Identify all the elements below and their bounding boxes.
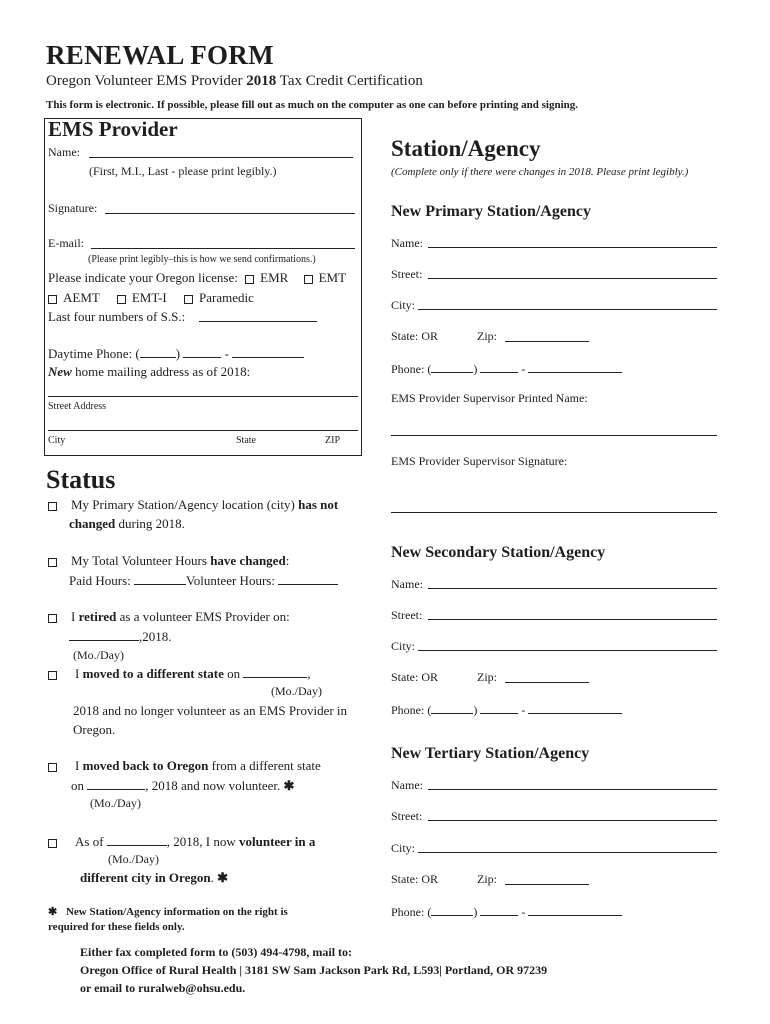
secondary-phone-number[interactable] [528,701,622,714]
primary-phone-sep1: ) [473,362,478,376]
paid-hours-label: Paid Hours: [69,573,131,588]
tertiary-phone-sep2: - [521,905,526,919]
license-emr-checkbox[interactable] [245,275,254,284]
status-item-4-hint: (Mo./Day) [271,684,322,698]
status-item-6-different-city: different city in Oregon [80,870,211,885]
daytime-phone-prefix[interactable] [183,345,221,358]
moved-state-date-field[interactable] [243,665,307,678]
license-emt-i-checkbox[interactable] [117,295,126,304]
primary-station-title: New Primary Station/Agency [391,203,591,220]
status-not-changed-checkbox[interactable] [48,502,57,511]
provider-name-hint: (First, M.I., Last - please print legibly.) [89,164,277,178]
primary-city-label: City: [391,298,416,312]
tertiary-station-title: New Tertiary Station/Agency [391,745,590,762]
status-item-5-c: from a different state [208,758,321,773]
tertiary-phone-area[interactable] [431,903,473,916]
secondary-phone-area[interactable] [431,701,473,714]
zip-label: ZIP [325,435,340,446]
subtitle-year: 2018 [246,73,277,89]
status-item-5-date [71,777,294,794]
status-item-1-cont [69,516,185,532]
status-item-2-text: My Total Volunteer Hours [71,553,211,568]
city-label: City [48,435,66,446]
supervisor-signature-label: EMS Provider Supervisor Signature: [391,454,568,468]
paid-hours-field[interactable] [134,572,186,585]
footer-line-1: Either fax completed form to (503) 494-4798, mail to: [80,945,353,959]
status-item-6-bold: volunteer in a [239,834,316,849]
status-item-6-a: As of [75,834,104,849]
different-city-date-field[interactable] [107,833,167,846]
daytime-phone-row [48,345,304,362]
provider-email-hint: (Please print legibly–this is how we send confirmations.) [88,254,316,265]
status-item-6-hint: (Mo./Day) [108,852,159,866]
state-label: State [236,435,256,446]
primary-street-field[interactable] [428,278,717,279]
secondary-street-label: Street: [391,608,423,622]
status-item-3-a: I [71,609,79,624]
street-address-field[interactable] [48,396,358,397]
station-title: Station/Agency [391,136,541,161]
footnote-line-2: required for these fields only. [48,921,185,933]
tertiary-name-field[interactable] [428,789,717,790]
tertiary-phone-number[interactable] [528,903,622,916]
secondary-name-field[interactable] [428,588,717,589]
primary-name-field[interactable] [428,247,717,248]
daytime-phone-sep1: ) [175,346,181,361]
street-address-label: Street Address [48,401,107,412]
tertiary-street-label: Street: [391,809,423,823]
footer-line-3: or email to ruralweb@ohsu.edu. [80,981,246,995]
status-item-3-date [69,628,172,645]
status-moved-back-checkbox[interactable] [48,763,57,772]
footnote-text-1: New Station/Agency information on the right is [65,906,288,918]
subtitle-post: Tax Credit Certification [276,73,423,89]
license-emr-label: EMR [260,270,289,285]
license-label: Please indicate your Oregon license: [48,270,238,285]
license-emt-checkbox[interactable] [304,275,313,284]
primary-street-label: Street: [391,267,423,281]
provider-name-label: Name: [48,145,80,159]
tertiary-phone-row [391,903,622,920]
status-item-1 [48,497,338,513]
secondary-state-label: State: OR [391,670,438,684]
tertiary-zip-label: Zip: [477,872,497,886]
star-icon: ✱ [283,778,295,793]
moved-back-date-field[interactable] [87,777,145,790]
form-subtitle [46,73,423,90]
tertiary-phone-sep1: ) [473,905,478,919]
tertiary-phone-label: Phone: ( [391,905,432,919]
status-item-2 [48,553,289,569]
primary-phone-area[interactable] [431,360,473,373]
secondary-phone-label: Phone: ( [391,703,432,717]
license-paramedic-checkbox[interactable] [184,295,193,304]
retired-date-field[interactable] [69,628,139,641]
status-item-4 [48,665,311,682]
status-item-4-bold: moved to a different state [82,666,224,681]
status-retired-checkbox[interactable] [48,614,57,623]
status-item-4-c: on [223,666,241,681]
secondary-station-title: New Secondary Station/Agency [391,544,606,561]
tertiary-phone-prefix[interactable] [480,903,518,916]
form-note: This form is electronic. If possible, please fill out as much on the computer as one can before printing and signing. [46,99,578,111]
footnote-line-1 [48,905,288,918]
daytime-phone-label: Daytime Phone: ( [48,346,140,361]
tertiary-name-label: Name: [391,778,423,792]
status-item-1-tail: during 2018. [115,516,185,531]
secondary-phone-prefix[interactable] [480,701,518,714]
volunteer-hours-field[interactable] [278,572,338,585]
volunteer-hours-label: Volunteer Hours: [186,573,275,588]
status-item-5-hint: (Mo./Day) [90,796,141,810]
footer-line-2: Oregon Office of Rural Health | 3181 SW Sam Jackson Park Rd, L593| Portland, OR 97239 [80,963,548,977]
tertiary-street-field[interactable] [428,820,717,821]
license-emt-label: EMT [318,270,347,285]
provider-title: EMS Provider [48,117,178,141]
secondary-city-label: City: [391,639,416,653]
status-item-2-bold: have changed [210,553,286,568]
daytime-phone-number[interactable] [232,345,304,358]
tertiary-city-field[interactable] [418,852,717,853]
status-item-5-bold: moved back to Oregon [82,758,209,773]
station-hint: (Complete only if there were changes in 2018. Please print legibly.) [391,166,689,178]
daytime-phone-sep2: - [224,346,229,361]
star-icon: ✱ [48,906,58,918]
status-item-3-bold: retired [78,609,117,624]
primary-phone-prefix[interactable] [480,360,518,373]
secondary-city-field[interactable] [418,650,717,651]
license-row-2 [48,290,254,306]
primary-phone-label: Phone: ( [391,362,432,376]
primary-zip-field[interactable] [505,341,589,342]
license-aemt-checkbox[interactable] [48,295,57,304]
license-row-1 [48,270,346,286]
subtitle-pre: Oregon Volunteer EMS Provider [46,73,247,89]
provider-signature-field[interactable] [105,213,355,214]
status-item-6-cont [80,870,228,886]
secondary-zip-field[interactable] [505,682,589,683]
status-item-4-a: I [75,666,83,681]
secondary-name-label: Name: [391,577,423,591]
ssn-field[interactable] [199,321,317,322]
license-paramedic-label: Paramedic [199,290,254,305]
primary-name-label: Name: [391,236,423,250]
status-hours-changed-checkbox[interactable] [48,558,57,567]
provider-signature-label: Signature: [48,201,98,215]
status-item-3-c: as a volunteer EMS Provider on: [116,609,290,624]
primary-city-field[interactable] [418,309,717,310]
secondary-zip-label: Zip: [477,670,497,684]
provider-email-label: E-mail: [48,236,84,250]
status-item-5-d: , 2018 and now volunteer. [145,778,281,793]
primary-phone-row [391,360,622,377]
status-item-5-a: I [75,758,83,773]
status-hours-row [69,572,338,589]
status-item-3-hint: (Mo./Day) [73,648,124,662]
provider-email-field[interactable] [91,248,355,249]
status-moved-state-checkbox[interactable] [48,671,57,680]
status-item-2-colon: : [285,553,290,568]
status-item-5-on: on [71,778,84,793]
status-item-6 [48,833,315,850]
status-item-3 [48,609,290,625]
provider-name-field[interactable] [89,157,353,158]
status-item-4-e: Oregon. [73,722,116,737]
status-item-4-comma: , [307,666,311,681]
status-item-1-bold: has not [298,497,339,512]
city-state-zip-field[interactable] [48,430,358,431]
secondary-phone-sep2: - [521,703,526,717]
status-item-5 [48,758,321,774]
secondary-phone-row [391,701,622,718]
primary-phone-sep2: - [521,362,526,376]
tertiary-city-label: City: [391,841,416,855]
form-title: RENEWAL FORM [46,40,274,70]
license-aemt-label: AEMT [63,290,100,305]
supervisor-name-field[interactable] [391,435,717,436]
home-address-bold: New [48,364,72,379]
home-address-heading [48,364,250,380]
home-address-label: home mailing address as of 2018: [71,364,251,379]
status-item-4-d: 2018 and no longer volunteer as an EMS Provider in [73,703,348,718]
status-title: Status [46,465,116,494]
daytime-phone-area[interactable] [140,345,176,358]
status-item-6-period: . [210,870,214,885]
secondary-phone-sep1: ) [473,703,478,717]
primary-zip-label: Zip: [477,329,497,343]
status-item-3-year: ,2018. [139,629,172,644]
status-item-1-text: My Primary Station/Agency location (city) [71,497,299,512]
primary-phone-number[interactable] [528,360,622,373]
tertiary-zip-field[interactable] [505,884,589,885]
secondary-street-field[interactable] [428,619,717,620]
status-different-city-checkbox[interactable] [48,839,57,848]
license-emt-i-label: EMT-I [131,290,167,305]
star-icon: ✱ [217,870,228,885]
status-item-1-changed: changed [69,516,116,531]
status-item-6-b: , 2018, I now [166,834,239,849]
supervisor-name-label: EMS Provider Supervisor Printed Name: [391,391,588,405]
ssn-label: Last four numbers of S.S.: [48,309,186,324]
primary-state-label: State: OR [391,329,438,343]
tertiary-state-label: State: OR [391,872,438,886]
supervisor-signature-field[interactable] [391,512,717,513]
